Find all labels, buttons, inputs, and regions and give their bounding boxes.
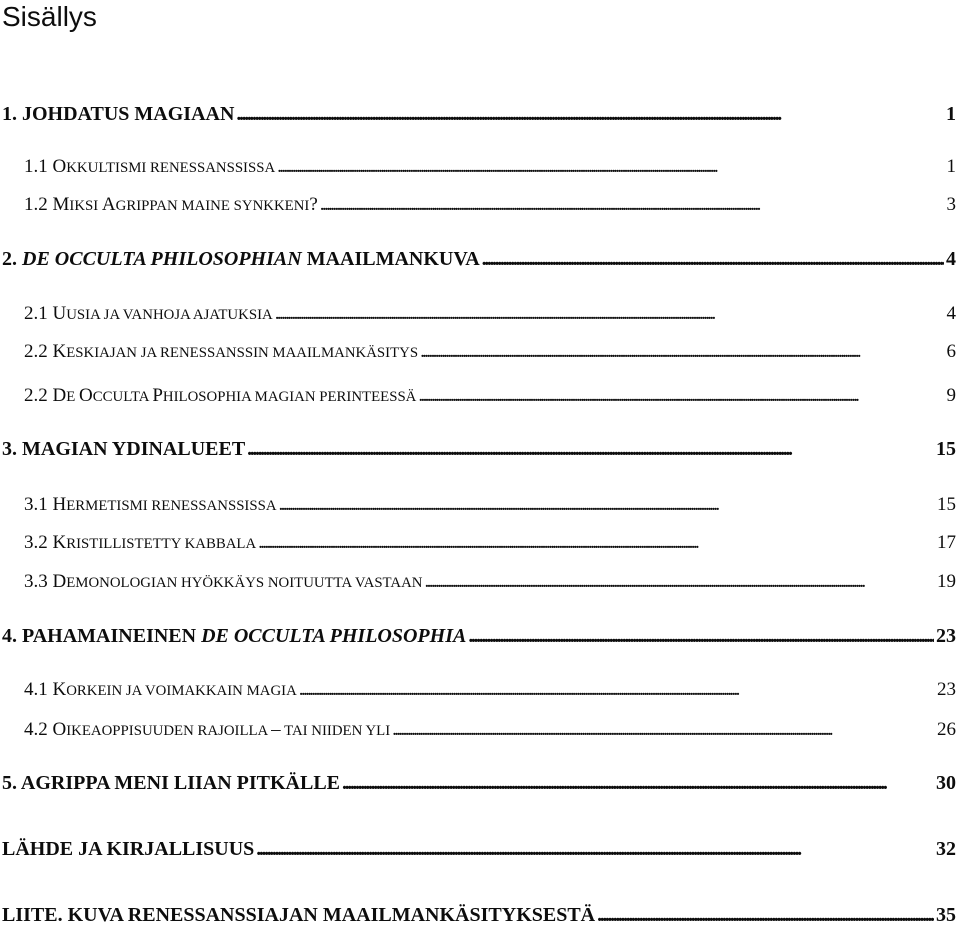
toc-entry-label [24, 156, 275, 178]
toc-leader-dots [277, 156, 944, 178]
toc-entry-label [24, 303, 273, 325]
toc-entry-text: O [52, 156, 67, 177]
toc-entry-label [24, 194, 318, 216]
toc-entry-text: RISTILLISTETTY KABBALA [66, 536, 257, 552]
toc-entry-text: DE OCCULTA PHILOSOPHIAN [22, 248, 302, 270]
toc-page-number: 19 [937, 571, 956, 592]
toc-leader-dots [468, 625, 934, 648]
toc-entry-number: 3.2 [24, 532, 53, 553]
toc-entry-text: PAHAMAINEINEN [22, 625, 202, 647]
toc-page-number: 23 [937, 679, 956, 700]
toc-page-number: 1 [946, 103, 956, 125]
toc-leader-dots [482, 248, 944, 271]
toc-entry[interactable] [2, 904, 956, 927]
toc-entry-label [24, 719, 390, 741]
toc-entry-text: DE OCCULTA PHILOSOPHIA [201, 625, 467, 647]
toc-entry-text: MAAILMANKUVA [301, 248, 480, 270]
toc-entry[interactable] [24, 303, 956, 325]
toc-entry-number: 2.2 [24, 341, 53, 362]
toc-leader-dots [320, 194, 945, 216]
toc-leader-dots [418, 385, 944, 407]
toc-page-number: 15 [937, 494, 956, 515]
toc-entry[interactable] [24, 156, 956, 178]
toc-entry-number: 1.2 [24, 194, 53, 215]
toc-entry-text: ESKIAJAN JA RENESSANSSIN MAAILMANKÄSITYS [66, 345, 419, 361]
toc-leader-dots [392, 719, 935, 741]
toc-entry-number: 2. [2, 248, 22, 270]
toc-entry-text: – [271, 719, 281, 740]
toc-entry[interactable] [2, 772, 956, 795]
toc-leader-dots [258, 532, 935, 554]
toc-entry-number: 4. [2, 625, 22, 647]
toc-entry-label [24, 571, 423, 593]
toc-page-number: 35 [936, 904, 956, 926]
toc-entry-number: 2.2 [24, 385, 53, 406]
toc-page-number: 26 [937, 719, 956, 740]
toc-entry-text: ? [309, 194, 318, 215]
toc-entry[interactable] [24, 532, 956, 554]
toc-entry-text: K [52, 341, 67, 362]
toc-entry[interactable] [24, 341, 956, 363]
toc-entry-text: KKULTISMI RENESSANSSISSA [66, 160, 276, 176]
toc-entry-text: O [79, 385, 93, 406]
toc-entry-text: D [52, 385, 67, 406]
toc-entry-text: IKEAOPPISUUDEN RAJOILLA [66, 723, 272, 739]
toc-entry[interactable] [2, 625, 956, 648]
toc-page-number: 4 [946, 303, 956, 324]
toc-page-number: 1 [946, 156, 956, 177]
toc-entry-text: EMONOLOGIAN HYÖKKÄYS NOITUUTTA VASTAAN [66, 575, 423, 591]
toc-entry-text: P [152, 385, 163, 406]
toc-entry-text: MAGIAN YDINALUEET [22, 438, 246, 460]
toc-entry-number: 3. [2, 438, 22, 460]
toc-entry-label [2, 625, 466, 648]
toc-entry-label [24, 532, 256, 554]
toc-entry-text: AGRIPPA MENI LIIAN PITKÄLLE [20, 772, 341, 794]
toc-entry-text: JOHDATUS MAGIAAN [22, 103, 235, 125]
toc-leader-dots [279, 494, 935, 516]
toc-page-number: 15 [936, 438, 956, 460]
toc-page-number: 23 [936, 625, 956, 647]
toc-entry-number: 3.1 [24, 494, 53, 515]
toc-entry-label [24, 385, 416, 407]
toc-leader-dots [420, 341, 944, 363]
toc-entry-number: 1. [2, 103, 22, 125]
toc-entry[interactable] [24, 719, 956, 741]
toc-entry-text: GRIPPAN MAINE SYNKKENI [115, 198, 310, 214]
toc-entry[interactable] [2, 103, 956, 126]
page-title: Sisällys [2, 1, 97, 32]
toc-entry-text: A [101, 194, 116, 215]
toc-leader-dots [597, 904, 934, 927]
toc-entry[interactable] [2, 838, 956, 861]
toc-entry-text: E [66, 389, 79, 405]
toc-entry-label [24, 679, 297, 701]
toc-entry-text: ERMETISMI RENESSANSSISSA [66, 498, 277, 514]
toc-entry-number: 1.1 [24, 156, 53, 177]
toc-leader-dots [236, 103, 944, 126]
toc-leader-dots [425, 571, 935, 593]
toc-page-number: 30 [936, 772, 956, 794]
toc-entry[interactable] [2, 248, 956, 271]
toc-entry-text: K [52, 679, 67, 700]
toc-entry-text: K [52, 532, 67, 553]
toc-page-number: 9 [946, 385, 956, 406]
toc-entry-text: O [52, 719, 67, 740]
toc-entry-text: TAI NIIDEN YLI [280, 723, 391, 739]
toc-page-number: 32 [936, 838, 956, 860]
toc-entry[interactable] [24, 494, 956, 516]
toc-page-number: 4 [946, 248, 956, 270]
toc-entry-label [24, 341, 418, 363]
toc-entry-number: 2.1 [24, 303, 53, 324]
toc-page-number: 6 [946, 341, 956, 362]
toc-page-number: 17 [937, 532, 956, 553]
toc-entry-text: CCULTA [92, 389, 153, 405]
toc-entry-text: H [52, 494, 67, 515]
toc-entry-text: HILOSOPHIA MAGIAN PERINTEESSÄ [162, 389, 417, 405]
toc-entry-label [2, 772, 340, 795]
toc-entry-text: LIITE. KUVA RENESSANSSIAJAN MAAILMANKÄSITYKSESTÄ [2, 904, 596, 926]
toc-entry-text: IKSI [69, 198, 102, 214]
toc-leader-dots [256, 838, 934, 861]
toc-entry-label [2, 838, 254, 861]
toc-entry[interactable] [24, 679, 956, 701]
toc-entry-text: ORKEIN JA VOIMAKKAIN MAGIA [66, 683, 297, 699]
toc-entry-text: U [52, 303, 67, 324]
toc-leader-dots [299, 679, 935, 701]
toc-leader-dots [247, 438, 934, 461]
toc-entry-label [2, 248, 480, 271]
toc-page-number: 3 [946, 194, 956, 215]
toc-entry-label [2, 438, 245, 461]
toc-entry-number: 3.3 [24, 571, 53, 592]
toc-entry[interactable] [24, 194, 956, 216]
toc-entry-label [24, 494, 277, 516]
toc-entry[interactable] [2, 438, 956, 461]
toc-entry-label [2, 904, 595, 927]
toc-entry[interactable] [24, 385, 956, 407]
toc-entry-text: USIA JA VANHOJA AJATUKSIA [66, 307, 273, 323]
toc-entry-text: D [52, 571, 67, 592]
toc-leader-dots [275, 303, 945, 325]
toc-entry-number: 5. [2, 772, 21, 794]
toc-entry-number: 4.2 [24, 719, 53, 740]
toc-entry[interactable] [24, 571, 956, 593]
toc-entry-text: M [52, 194, 70, 215]
toc-entry-text: LÄHDE JA KIRJALLISUUS [2, 838, 255, 860]
toc-entry-label [2, 103, 234, 126]
toc-leader-dots [342, 772, 934, 795]
toc-entry-number: 4.1 [24, 679, 53, 700]
